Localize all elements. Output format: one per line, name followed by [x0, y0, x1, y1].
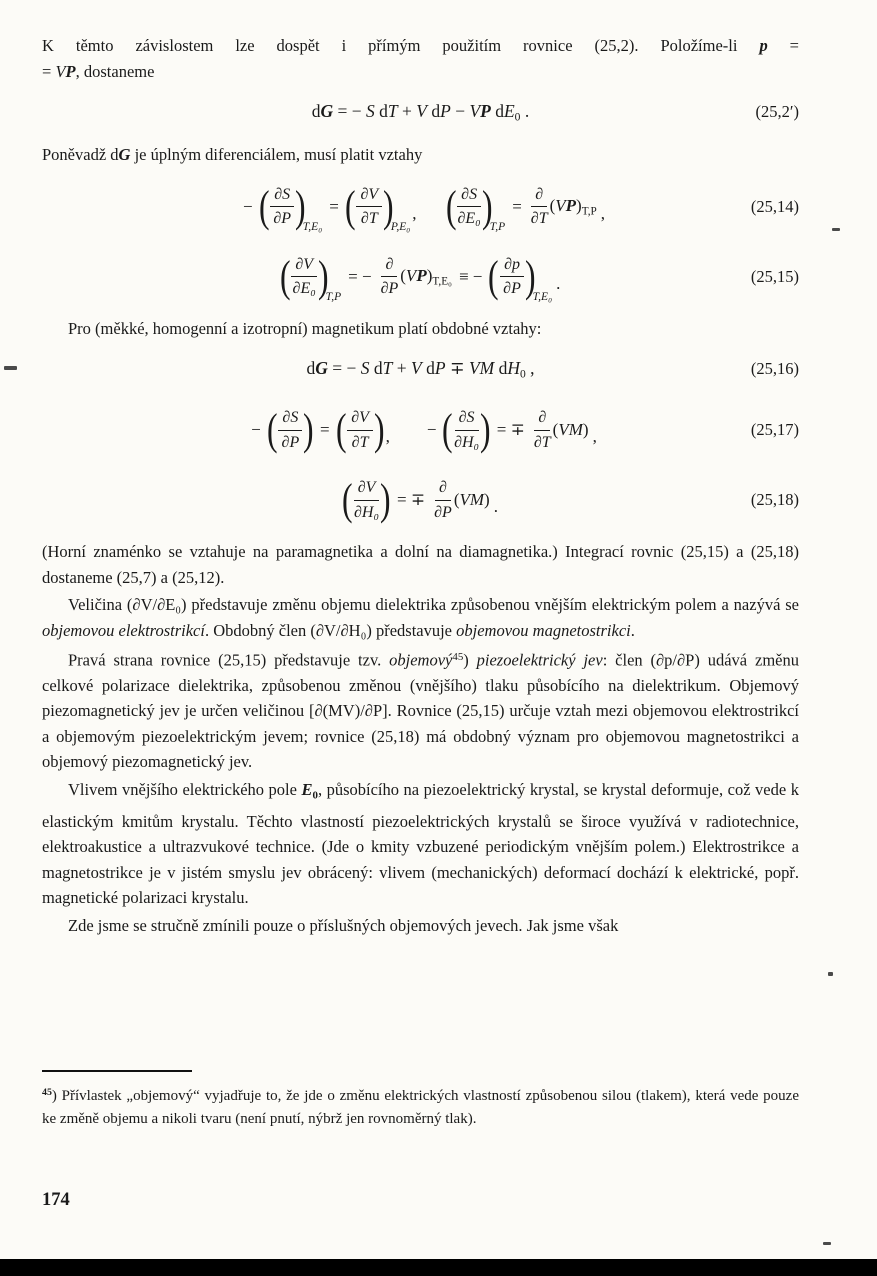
- group-subscript: T,P: [325, 290, 342, 303]
- equation-body: [342, 475, 498, 524]
- paragraph-1-line-1: [42, 33, 799, 59]
- fraction-numerator: ∂: [531, 185, 547, 207]
- footnote-text: [42, 1081, 799, 1131]
- text-segment: ): [463, 650, 477, 670]
- fraction: [291, 255, 317, 298]
- scan-mark: [823, 1242, 831, 1245]
- paragraph-2: [42, 142, 799, 168]
- right-paren: ): [482, 181, 493, 231]
- fraction: [354, 478, 380, 521]
- paren-fraction-group: [344, 181, 411, 233]
- fraction: [270, 185, 294, 228]
- text-segment: −: [450, 100, 470, 121]
- text-segment: . Obdobný člen (∂V/∂H₀) představuje: [204, 620, 457, 640]
- paren-fraction-group: [266, 405, 314, 454]
- punctuation: ,: [600, 203, 606, 223]
- scan-mark: [4, 366, 17, 370]
- fraction: [454, 408, 479, 451]
- equation-25-2prime: [42, 97, 799, 127]
- right-paren: ): [480, 405, 491, 454]
- page-number: 174: [42, 1190, 70, 1210]
- equation-25-17: [42, 399, 799, 461]
- comma: ,: [385, 427, 390, 446]
- right-paren: ): [383, 181, 394, 231]
- equation-number: (25,14): [750, 196, 799, 216]
- fraction-numerator: ∂V: [356, 185, 382, 207]
- equation-body: [306, 358, 534, 381]
- left-paren: (: [266, 405, 278, 454]
- fraction: [347, 408, 373, 451]
- left-paren: (: [488, 251, 500, 301]
- text-segment: (Horní znaménko se vztahuje na paramagnetika a dolní na diamagnetika.) Integrací rovnic (25,15) a (25,18) dostaneme (25,7) a (25,12).: [42, 542, 799, 587]
- fraction-denominator: ∂P: [434, 503, 452, 521]
- text-segment: d: [374, 100, 388, 121]
- text-segment: H: [507, 357, 520, 378]
- text-segment: 45: [42, 1087, 52, 1098]
- paragraph-7: [42, 777, 799, 911]
- text-segment: ): [426, 265, 433, 285]
- text-segment: , dostaneme: [75, 61, 155, 81]
- fraction-denominator: ∂P: [281, 433, 300, 451]
- fraction-denominator: ∂H₀: [354, 503, 380, 521]
- equation-number: (25,18): [750, 490, 799, 509]
- fraction-numerator: ∂S: [457, 185, 481, 207]
- fraction: [434, 478, 452, 521]
- fraction: [457, 185, 481, 228]
- fraction-numerator: ∂: [534, 408, 550, 430]
- text-segment: .: [520, 100, 530, 121]
- comma: ,: [412, 203, 417, 223]
- right-paren: ): [303, 405, 314, 454]
- text-segment: P: [480, 100, 491, 121]
- fraction: [356, 185, 382, 228]
- fraction-denominator: ∂T: [530, 210, 548, 227]
- text-segment: Zde jsme se stručně zmínili pouze o příslušných objemových jevech. Jak jsme však: [68, 915, 619, 935]
- fraction-numerator: ∂: [435, 478, 451, 500]
- minus-sign: −: [426, 420, 437, 439]
- right-paren: ): [525, 251, 536, 301]
- fraction-numerator: ∂S: [455, 408, 479, 430]
- identity-minus-sign: ≡ −: [458, 266, 483, 286]
- text-segment: E: [301, 779, 313, 799]
- punctuation: .: [493, 497, 498, 516]
- text-segment: 0: [312, 789, 318, 802]
- equation-body: [236, 181, 606, 233]
- left-paren: (: [344, 181, 356, 231]
- text-segment: VM: [468, 357, 495, 378]
- scan-mark: [828, 972, 833, 976]
- text-segment: , působícího na piezoelektrický krystal, se krystal deformuje, což vede k elastickým kmitům krystalu. Těchto vlastností piezoelektrických krystalů se široce využívá v radiotechnice, elektroakustice a ultrazvukové technice. (Jde o kmity vzbuzené periodickým vnějším polem.) Elektrostrikce a magnetostrikce je v jistém smyslu jev obrácený: vlivem (mechanických) deformací dochází k elektrické, popř. magnetické polarizaci krystalu.: [42, 779, 799, 908]
- fraction-denominator: ∂P: [273, 210, 291, 227]
- fraction-numerator: ∂S: [278, 408, 302, 430]
- text-segment: (: [549, 195, 556, 215]
- footnote-section: [42, 1070, 799, 1131]
- left-paren: (: [279, 251, 291, 301]
- left-paren: (: [442, 405, 454, 454]
- paragraph-4: [42, 539, 799, 590]
- text-segment: P: [440, 100, 451, 121]
- text-segment: .: [630, 620, 635, 640]
- paren-fraction-group: [442, 405, 491, 454]
- left-paren: (: [342, 475, 353, 524]
- paragraph-1-line-2: [42, 59, 799, 85]
- text-segment: ): [576, 195, 582, 215]
- group-subscript: T,E₀: [302, 220, 323, 233]
- text-segment: objemový: [389, 650, 453, 670]
- text-segment: p: [759, 36, 768, 55]
- fraction-numerator: ∂S: [270, 185, 294, 207]
- paragraph-6: [42, 645, 799, 775]
- text-segment: K těmto závislostem lze dospět i přímým použitím rovnice (25,2). Položíme-li: [42, 36, 760, 55]
- text-segment: S: [366, 100, 375, 121]
- text-segment: V: [416, 100, 427, 121]
- text-segment: d: [369, 357, 383, 378]
- paren-fraction-group: [342, 475, 391, 524]
- text-segment: 0: [514, 111, 521, 124]
- paragraph-1: [42, 33, 799, 84]
- text-segment: d: [490, 100, 504, 121]
- text-segment: d: [421, 357, 435, 378]
- fraction-denominator: ∂E₀: [292, 280, 316, 297]
- text-segment: VM: [459, 490, 485, 509]
- text-segment: G: [315, 357, 328, 378]
- text-segment: S: [360, 357, 370, 378]
- equals-sign: =: [329, 196, 339, 216]
- text-segment: +: [397, 100, 417, 121]
- text-segment: ) Přívlastek „objemový“ vyjadřuje to, že jde o změnu elektrických vlastností způsobenou silou (tlakem), která vede pouze ke změně objemu a nikoli tvaru (není pnutí, nýbrž jen rovnoměrný tlak).: [42, 1087, 799, 1127]
- text-segment: T: [387, 100, 398, 121]
- equation-number: (25,17): [750, 420, 799, 439]
- text-segment: ∓: [445, 357, 469, 378]
- right-paren: ): [380, 475, 391, 524]
- text-segment: V: [555, 195, 566, 215]
- text-segment: objemovou magnetostrikci: [456, 620, 631, 640]
- paren-fraction-group: [335, 405, 385, 454]
- fraction-numerator: ∂V: [354, 478, 380, 500]
- scan-mark: [832, 228, 840, 231]
- fraction: [500, 255, 524, 298]
- equation-number: (25,2′): [755, 102, 799, 121]
- text-segment: ): [484, 490, 490, 509]
- text-segment: T,P: [581, 205, 597, 218]
- group-subscript: T,P: [489, 220, 506, 233]
- text-segment: Vlivem vnějšího elektrického pole: [68, 779, 302, 799]
- right-paren: ): [373, 405, 385, 454]
- fraction-denominator: ∂T: [533, 433, 551, 451]
- equation-25-16: [42, 354, 799, 384]
- text-segment: Pravá strana rovnice (25,15) představuje tzv.: [68, 650, 390, 670]
- fraction-denominator: ∂T: [360, 210, 378, 227]
- fraction-numerator: ∂p: [500, 255, 524, 277]
- paragraph-5: [42, 592, 799, 643]
- paren-fraction-group: [258, 181, 323, 233]
- group-subscript: T,E₀: [532, 290, 553, 303]
- right-paren: ): [295, 181, 306, 231]
- equals-minus-sign: = −: [348, 266, 372, 286]
- fraction: [381, 255, 399, 298]
- text-segment: d: [494, 357, 508, 378]
- fraction-denominator: ∂E₀: [457, 210, 481, 227]
- fraction-numerator: ∂: [381, 255, 397, 277]
- text-segment: V: [410, 357, 422, 378]
- fraction-numerator: ∂V: [347, 408, 373, 430]
- footnote-divider: [42, 1070, 192, 1072]
- text-segment: = −: [333, 100, 367, 121]
- text-segment: G: [118, 145, 131, 164]
- text-segment: P: [565, 195, 577, 215]
- text-segment: +: [392, 357, 411, 378]
- equals-sign: =: [319, 420, 330, 439]
- equation-tail: [454, 490, 490, 510]
- equals-mp-sign: = ∓: [397, 490, 426, 509]
- equation-number: (25,15): [750, 266, 799, 286]
- text-segment: : člen (∂p/∂P) udává změnu celkové polarizace dielektrika, způsobenou změnou (vnějšího) tlaku působícího na dielektrikum. Objemový piezomagnetický jev je určen veličinou [∂(MV)/∂P]. Rovnice (25,15) určuje vztah mezi objemovou elektrostrikcí a objemovým piezoelektrickým jevem; rovnice (25,18) má obdobný význam pro objemovou magnetostrikci a objemový piezomagnetický jev.: [42, 650, 799, 772]
- minus-sign: −: [242, 196, 253, 216]
- text-segment: d: [306, 357, 316, 378]
- text-segment: =: [42, 61, 56, 81]
- fraction-numerator: ∂V: [291, 255, 317, 277]
- text-segment: P: [65, 61, 76, 81]
- equation-tail: [550, 196, 597, 218]
- left-paren: (: [335, 405, 347, 454]
- text-segment: Veličina (∂V/∂E₀) představuje změnu objemu dielektrika způsobenou vnějším elektrickým polem a nazývá se: [68, 595, 799, 614]
- text-segment: d: [311, 100, 321, 121]
- text-segment: 0: [519, 368, 526, 381]
- fraction-denominator: ∂H₀: [454, 433, 480, 451]
- paren-fraction-group: [488, 251, 553, 303]
- text-segment: ): [582, 420, 589, 439]
- paren-fraction-group: [279, 251, 342, 303]
- fraction: [278, 408, 302, 451]
- equation-number: (25,16): [750, 359, 799, 378]
- equation-25-15: [42, 246, 799, 308]
- fraction-denominator: ∂P: [380, 280, 399, 297]
- text-segment: = −: [327, 357, 361, 378]
- text-segment: V: [469, 100, 481, 121]
- fraction: [531, 185, 548, 228]
- text-segment: V: [405, 265, 417, 285]
- text-segment: E: [503, 100, 515, 121]
- text-segment: Pro (měkké, homogenní a izotropní) magnetikum platí obdobné vztahy:: [68, 318, 542, 338]
- text-segment: Poněvadž d: [42, 145, 119, 164]
- paragraph-8: [42, 913, 799, 939]
- equation-25-18: [42, 469, 799, 531]
- paragraph-3: [42, 316, 799, 342]
- text-segment: objemovou elektrostrikcí: [42, 620, 205, 640]
- equation-25-14: [42, 176, 799, 238]
- minus-sign: −: [251, 420, 261, 439]
- text-segment: (: [552, 420, 559, 439]
- equation-middle: [400, 266, 452, 288]
- text-segment: (: [453, 490, 460, 509]
- scan-artifact-bar: [0, 1259, 877, 1276]
- text-segment: piezoelektrický jev: [476, 650, 603, 670]
- text-segment: G: [320, 100, 334, 121]
- text-segment: =: [767, 36, 799, 55]
- equation-body: [244, 405, 597, 454]
- left-paren: (: [445, 181, 457, 231]
- text-segment: V: [55, 61, 66, 81]
- right-paren: ): [318, 251, 329, 301]
- text-segment: T: [382, 357, 393, 378]
- text-segment: (: [400, 265, 406, 285]
- left-paren: (: [258, 181, 270, 231]
- page-content: [42, 33, 799, 940]
- text-segment: P: [416, 265, 427, 285]
- punctuation: .: [556, 273, 561, 293]
- group-subscript: P,E₀: [390, 220, 411, 233]
- fraction: [534, 408, 551, 451]
- equation-tail: [553, 420, 589, 440]
- equals-mp-sign: = ∓: [496, 420, 525, 439]
- equation-body: [312, 101, 529, 124]
- paren-fraction-group: [445, 181, 506, 233]
- equation-body: [279, 251, 561, 303]
- text-segment: je úplným diferenciálem, musí platit vztahy: [130, 145, 423, 164]
- text-segment: d: [426, 100, 441, 121]
- fraction-denominator: ∂P: [503, 280, 521, 297]
- equals-sign: =: [512, 196, 522, 216]
- text-segment: T,E₀: [432, 275, 452, 288]
- text-segment: ,: [525, 357, 535, 378]
- text-segment: VM: [558, 420, 583, 439]
- text-segment: P: [434, 357, 446, 378]
- fraction-denominator: ∂T: [351, 433, 369, 451]
- punctuation: ,: [592, 427, 597, 446]
- text-segment: 45: [452, 651, 464, 663]
